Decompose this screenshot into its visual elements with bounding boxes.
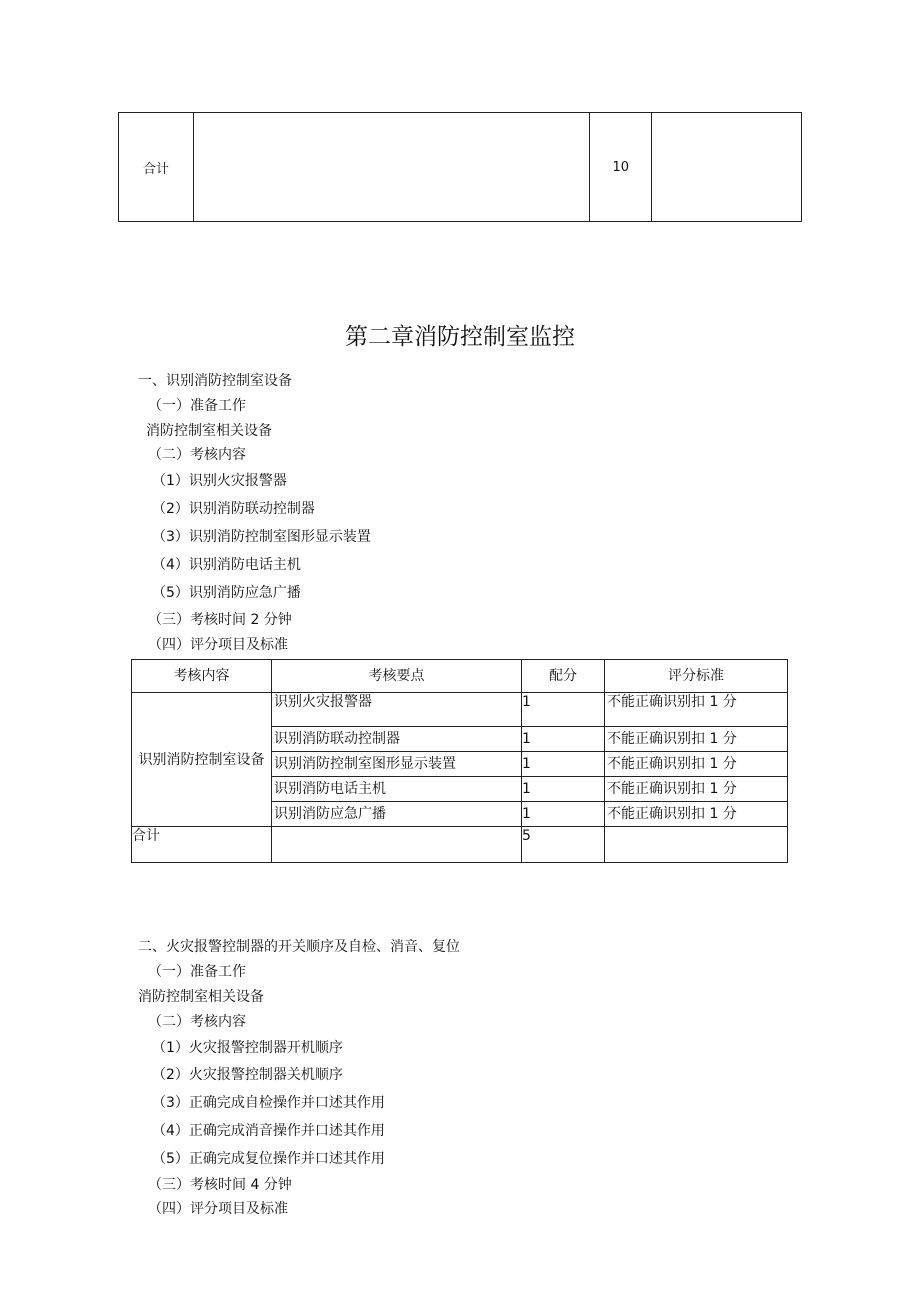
prev-total-label: 合计 bbox=[119, 113, 194, 222]
row-score: 1 bbox=[522, 727, 605, 752]
row-standard: 不能正确识别扣 1 分 bbox=[605, 752, 788, 777]
section1-item-1: （1）识别火灾报警器 bbox=[152, 473, 287, 489]
table-total-row bbox=[132, 827, 788, 863]
total-point bbox=[272, 827, 522, 863]
section1-content-heading: （二）考核内容 bbox=[148, 447, 246, 463]
row-standard: 不能正确识别扣 1 分 bbox=[605, 727, 788, 752]
section2-item-1: （1）火灾报警控制器开机顺序 bbox=[152, 1040, 343, 1056]
section2-content-heading: （二）考核内容 bbox=[148, 1014, 246, 1030]
section1-item-2: （2）识别消防联动控制器 bbox=[152, 501, 315, 517]
row-point: 识别消防联动控制器 bbox=[272, 727, 522, 752]
section2-heading: 二、火灾报警控制器的开关顺序及自检、消音、复位 bbox=[138, 939, 460, 955]
section2-prep-text: 消防控制室相关设备 bbox=[138, 989, 264, 1005]
row-point: 识别消防控制室图形显示装置 bbox=[272, 752, 522, 777]
row-point: 识别火灾报警器 bbox=[272, 693, 522, 727]
section1-heading: 一、识别消防控制室设备 bbox=[138, 373, 292, 389]
section2-item-5: （5）正确完成复位操作并口述其作用 bbox=[152, 1151, 385, 1167]
prev-total-standard bbox=[652, 113, 802, 222]
section2-time: （三）考核时间 4 分钟 bbox=[148, 1177, 292, 1193]
row-score: 1 bbox=[522, 777, 605, 802]
header-standard: 评分标准 bbox=[605, 660, 788, 693]
total-standard bbox=[605, 827, 788, 863]
total-score: 5 bbox=[522, 827, 605, 863]
row-point: 识别消防应急广播 bbox=[272, 802, 522, 827]
section2-item-2: （2）火灾报警控制器关机顺序 bbox=[152, 1067, 343, 1083]
header-score: 配分 bbox=[522, 660, 605, 693]
row-standard: 不能正确识别扣 1 分 bbox=[605, 693, 788, 727]
section1-item-3: （3）识别消防控制室图形显示装置 bbox=[152, 529, 371, 545]
section1-item-4: （4）识别消防电话主机 bbox=[152, 557, 301, 573]
section1-prep-text: 消防控制室相关设备 bbox=[146, 423, 272, 439]
section1-scoring-heading: （四）评分项目及标准 bbox=[148, 637, 288, 653]
prev-total-content bbox=[193, 113, 589, 222]
table-header-row bbox=[132, 660, 788, 693]
section1-time: （三）考核时间 2 分钟 bbox=[148, 612, 292, 628]
total-label: 合计 bbox=[132, 827, 272, 863]
section1-score-table bbox=[131, 659, 788, 863]
section2-scoring-heading: （四）评分项目及标准 bbox=[148, 1201, 288, 1217]
section2-prep-heading: （一）准备工作 bbox=[148, 964, 246, 980]
prev-total-score: 10 bbox=[590, 113, 652, 222]
section2-item-4: （4）正确完成消音操作并口述其作用 bbox=[152, 1123, 385, 1139]
header-point: 考核要点 bbox=[272, 660, 522, 693]
row-score: 1 bbox=[522, 802, 605, 827]
chapter-title: 第二章消防控制室监控 bbox=[345, 324, 575, 350]
table-row bbox=[132, 693, 788, 727]
previous-score-table bbox=[118, 112, 802, 222]
section2-item-3: （3）正确完成自检操作并口述其作用 bbox=[152, 1095, 385, 1111]
header-content: 考核内容 bbox=[132, 660, 272, 693]
section1-item-5: （5）识别消防应急广播 bbox=[152, 585, 301, 601]
row-point: 识别消防电话主机 bbox=[272, 777, 522, 802]
row-score: 1 bbox=[522, 752, 605, 777]
section1-prep-heading: （一）准备工作 bbox=[148, 398, 246, 414]
row-score: 1 bbox=[522, 693, 605, 727]
row-standard: 不能正确识别扣 1 分 bbox=[605, 777, 788, 802]
row-standard: 不能正确识别扣 1 分 bbox=[605, 802, 788, 827]
category-cell: 识别消防控制室设备 bbox=[132, 693, 272, 827]
